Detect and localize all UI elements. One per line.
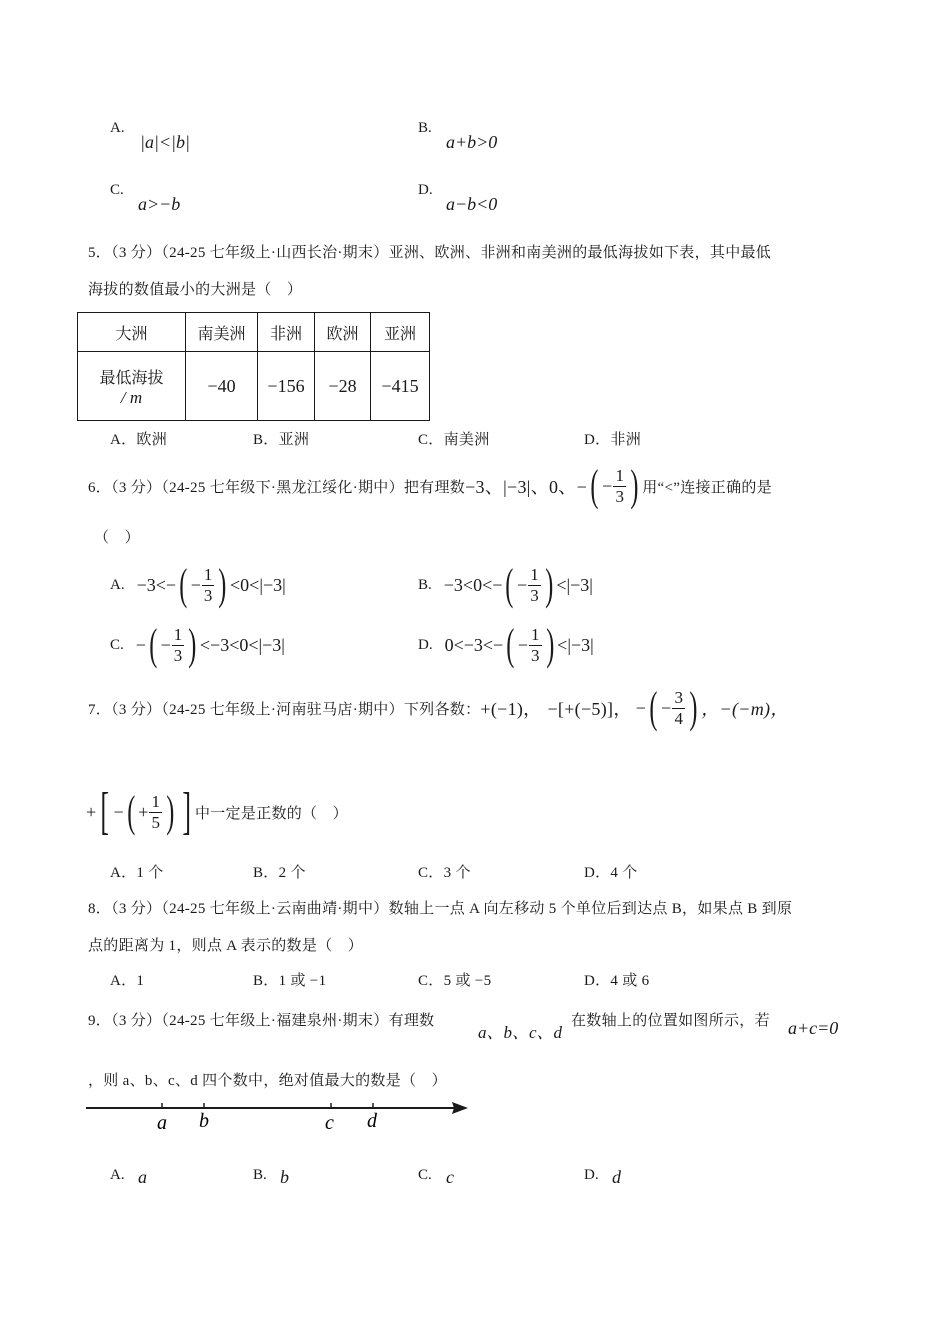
q7-option-d: D．4 个 (584, 865, 638, 881)
q6-option-d-pre: 0<−3<− (444, 634, 504, 655)
q9-condition: a+c=0 (788, 1018, 839, 1038)
q7-item4: ，−(−m)， (701, 699, 789, 719)
q4-option-b-label: B. (418, 120, 432, 136)
q9-option-d-val: d (612, 1167, 621, 1187)
table-header-south-america: 南美洲 (186, 313, 258, 352)
table-value-africa: −156 (258, 352, 315, 421)
table-value-europe: −28 (315, 352, 371, 421)
q6-option-c-post: <−3<0<|−3| (199, 634, 285, 655)
q4-option-b-expr: a+b>0 (446, 132, 498, 152)
q6-right-paren: ) (630, 461, 639, 510)
q6-option-b: B. −3<0<− ( − $\frac{1}{3}$ ) <|−3| (418, 560, 593, 609)
axis-label-d: d (367, 1110, 377, 1132)
q9-option-d-label: D. (584, 1167, 599, 1183)
q7-item3-fraction: $\frac{3}{4}$ (674, 687, 684, 728)
q9-option-c-val: c (446, 1167, 454, 1187)
table-value-asia: −415 (371, 352, 430, 421)
q9-stem-pre: 9．（3 分）（24-25 七年级上·福建泉州·期末）有理数 (88, 1013, 435, 1029)
q7-option-c: C．3 个 (418, 865, 471, 881)
table-row-label-line1: 最低海拔 (99, 369, 164, 387)
q5-altitude-table (77, 312, 430, 421)
q9-vars: a、b、c、d (478, 1023, 563, 1042)
q6-stem-pre: 6．（3 分）（24-25 七年级下·黑龙江绥化·期中）把有理数 (88, 479, 466, 496)
q5-option-b: B．亚洲 (253, 432, 310, 448)
q4-option-a-expr: |a|<|b| (140, 132, 190, 152)
q7-stem-post: 中一定是正数的（ ） (194, 805, 348, 822)
q6-option-c-label: C. (110, 636, 124, 653)
q9-stem-mid: 在数轴上的位置如图所示，若 (571, 1013, 770, 1029)
q6-option-a-label: A. (110, 576, 125, 593)
q6-stem-fraction: $\frac{1}{3}$ (615, 465, 625, 506)
q6-option-a: A. −3<− ( − $\frac{1}{3}$ ) <0<|−3| (110, 560, 286, 609)
q7-stem-pre: 7．（3 分）（24-25 七年级上·河南驻马店·期中）下列各数： (88, 701, 481, 718)
q4-option-c-expr: a>−b (138, 194, 181, 214)
q7-stem: 7．（3 分）（24-25 七年级上·河南驻马店·期中）下列各数： +(−1)， −[+(−5)]， − ( − $\frac{3}{4}$ ) ，−(−m)， (88, 683, 789, 732)
q6-stem-nums: −3、|−3|、0、− (465, 477, 588, 497)
q6-option-a-post: <0<|−3| (230, 574, 286, 595)
q5-option-c: C．南美洲 (418, 432, 490, 448)
q6-option-d: D. 0<−3<− ( − $\frac{1}{3}$ ) <|−3| (418, 620, 594, 669)
q6-option-d-label: D. (418, 636, 433, 653)
q7-item1: +(−1)， (480, 699, 542, 719)
q6-option-c-pre: − (135, 634, 146, 655)
q9-option-a-val: a (138, 1167, 147, 1187)
number-line-arrow-icon (452, 1102, 468, 1114)
q4-option-c-label: C. (110, 182, 124, 198)
q9-stem-line2: ，则 a、b、c、d 四个数中，绝对值最大的数是（ ） (88, 1073, 447, 1089)
q9-option-b-label: B. (253, 1167, 267, 1183)
q8-option-c: C．5 或 −5 (418, 973, 492, 989)
q6-option-b-label: B. (418, 576, 432, 593)
q9-option-a-label: A. (110, 1167, 125, 1183)
q5-stem-line1: 5．（3 分）（24-25 七年级上·山西长治·期末）亚洲、欧洲、非洲和南美洲的最低海拔如下表，其中最低 (88, 245, 772, 261)
q5-option-d: D．非洲 (584, 432, 642, 448)
table-value-south-america: −40 (186, 352, 258, 421)
q8-stem-line2: 点的距离为 1，则点 A 表示的数是（ ） (88, 938, 364, 954)
q4-option-d-expr: a−b<0 (446, 194, 498, 214)
table-header-asia: 亚洲 (371, 313, 430, 352)
q6-option-b-post: <|−3| (556, 574, 593, 595)
axis-label-c: c (325, 1112, 334, 1134)
axis-label-b: b (199, 1110, 209, 1132)
q6-stem-post: 用“<”连接正确的是 (642, 479, 773, 496)
q7-option-a: A．1 个 (110, 865, 164, 881)
q8-option-d: D．4 或 6 (584, 973, 650, 989)
q9-option-b-val: b (280, 1167, 289, 1187)
axis-label-a: a (157, 1112, 167, 1134)
q8-option-a: A．1 (110, 973, 145, 989)
q9-number-line (84, 1096, 474, 1136)
q7-item5-fraction: $\frac{1}{5}$ (151, 791, 160, 832)
q9-option-c-label: C. (418, 1167, 432, 1183)
table-header-continent: 大洲 (78, 313, 186, 352)
q6-left-paren: ( (590, 461, 599, 510)
q7-item2: −[+(−5)]， (547, 699, 632, 719)
q7-option-b: B．2 个 (253, 865, 306, 881)
q6-option-b-pre: −3<0<− (443, 574, 503, 595)
table-header-africa: 非洲 (258, 313, 315, 352)
q7-item3-pre: − (635, 697, 647, 718)
q5-option-a: A．欧洲 (110, 432, 168, 448)
q5-stem-line2: 海拔的数值最小的大洲是（ ） (88, 282, 303, 298)
q6-stem: 6．（3 分）（24-25 七年级下·黑龙江绥化·期中）把有理数 −3、|−3|、0、− ( − $\frac{1}{3}$ ) 用“<”连接正确的是 (88, 461, 773, 510)
q6-option-c: C. − ( − $\frac{1}{3}$ ) <−3<0<|−3| (110, 620, 285, 669)
table-row-label-line2: / m (120, 387, 143, 407)
q4-option-d-label: D. (418, 182, 433, 198)
q6-option-a-pre: −3<− (136, 574, 177, 595)
table-row-label (78, 352, 186, 421)
q8-option-b: B．1 或 −1 (253, 973, 327, 989)
q7-item5: + [ − ( + $\frac{1}{5}$ ) ] 中一定是正数的（ ） (86, 783, 348, 840)
q8-stem-line1: 8．（3 分）（24-25 七年级上·云南曲靖·期中）数轴上一点 A 向左移动 5 个单位后到达点 B，如果点 B 到原 (88, 901, 793, 917)
table-header-europe: 欧洲 (315, 313, 371, 352)
q4-option-a-label: A. (110, 120, 125, 136)
q6-option-d-post: <|−3| (557, 634, 594, 655)
q6-paren: （ ） (94, 530, 140, 546)
